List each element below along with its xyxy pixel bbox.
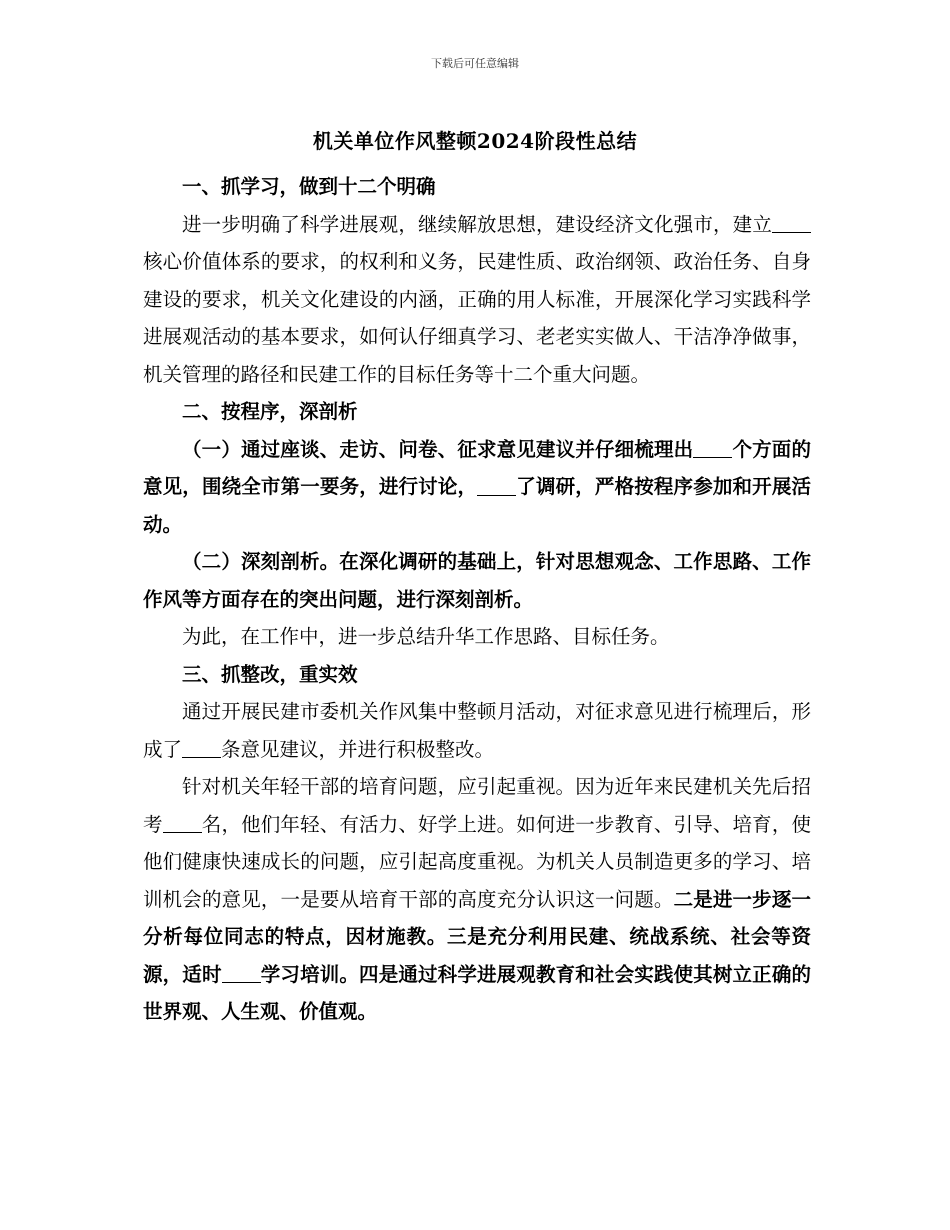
- text-run: （一）通过座谈、走访、问卷、征求意见建议并仔细梳理出: [182, 437, 694, 461]
- text-run-bold: 二是进一步逐一分析每位同志的特点，因材施教。三是充分利用民建、统战系统、社会等资源，适时: [143, 887, 811, 986]
- text-run: 名，他们年轻、有活力、好学上进。如何进一步教育、引导、培育，使他们健康快速成长的问题，应引起高度重视。为机关人员制造更多的学习、培训机会的意见，一是要从培育干部的高度充分认识这一问题。: [143, 812, 811, 911]
- text-run: 个方面的意见，围绕全市第一要务，进行讨论，: [143, 437, 811, 498]
- blank-underline: [182, 738, 221, 759]
- section-3-paragraph-1: [143, 693, 811, 768]
- section-3-paragraph-2: [143, 768, 811, 1031]
- section-3-heading: 三、抓整改，重实效: [182, 662, 358, 686]
- section-2-heading: 二、按程序，深剖析: [182, 400, 358, 423]
- blank-underline: [772, 213, 811, 234]
- text-run: 条意见建议，并进行积极整改。: [221, 737, 495, 761]
- section-1-paragraph: [143, 206, 811, 394]
- section-2-paragraph-2: （二）深刻剖析。在深化调研的基础上，针对思想观念、工作思路、工作作风等方面存在的突出问题，进行深刻剖析。: [143, 550, 811, 611]
- text-run: 通过开展民建市委机关作风集中整顿月活动，对征求意见进行梳理后，形成了: [143, 700, 811, 761]
- text-run: 核心价值体系的要求，的权利和义务，民建性质、政治纲领、政治任务、自身建设的要求，机关文化建设的内涵，正确的用人标准，开展深化学习实践科学进展观活动的基本要求，如何认仔细真学习、老老实实做人、干洁净净做事，机关管理的路径和民建工作的目标任务等十二个重大问题。: [143, 250, 811, 386]
- text-run-bold: 学习培训。四是通过科学进展观教育和社会实践使其树立正确的世界观、人生观、价值观。: [143, 962, 811, 1023]
- section-2-paragraph-3: 为此，在工作中，进一步总结升华工作思路、目标任务。: [182, 625, 670, 648]
- blank-underline: [222, 963, 261, 984]
- document-title: 机关单位作风整顿2024阶段性总结: [312, 129, 638, 153]
- document-body: [143, 168, 811, 1031]
- text-run: 进一步明确了科学进展观，继续解放思想，建设经济文化强市，建立: [182, 212, 772, 236]
- section-2-paragraph-1: [143, 431, 811, 544]
- blank-underline: [477, 475, 516, 496]
- header-note: 下载后可任意编辑: [431, 57, 519, 70]
- blank-underline: [693, 438, 732, 459]
- text-run: 针对机关年轻干部的培育问题，应引起重视。因为近年来民建机关先后招考: [143, 775, 811, 836]
- section-1-heading: 一、抓学习，做到十二个明确: [182, 175, 436, 198]
- text-run: 了调研，严格按程序参加和开展活动。: [143, 475, 811, 536]
- blank-underline: [163, 813, 202, 834]
